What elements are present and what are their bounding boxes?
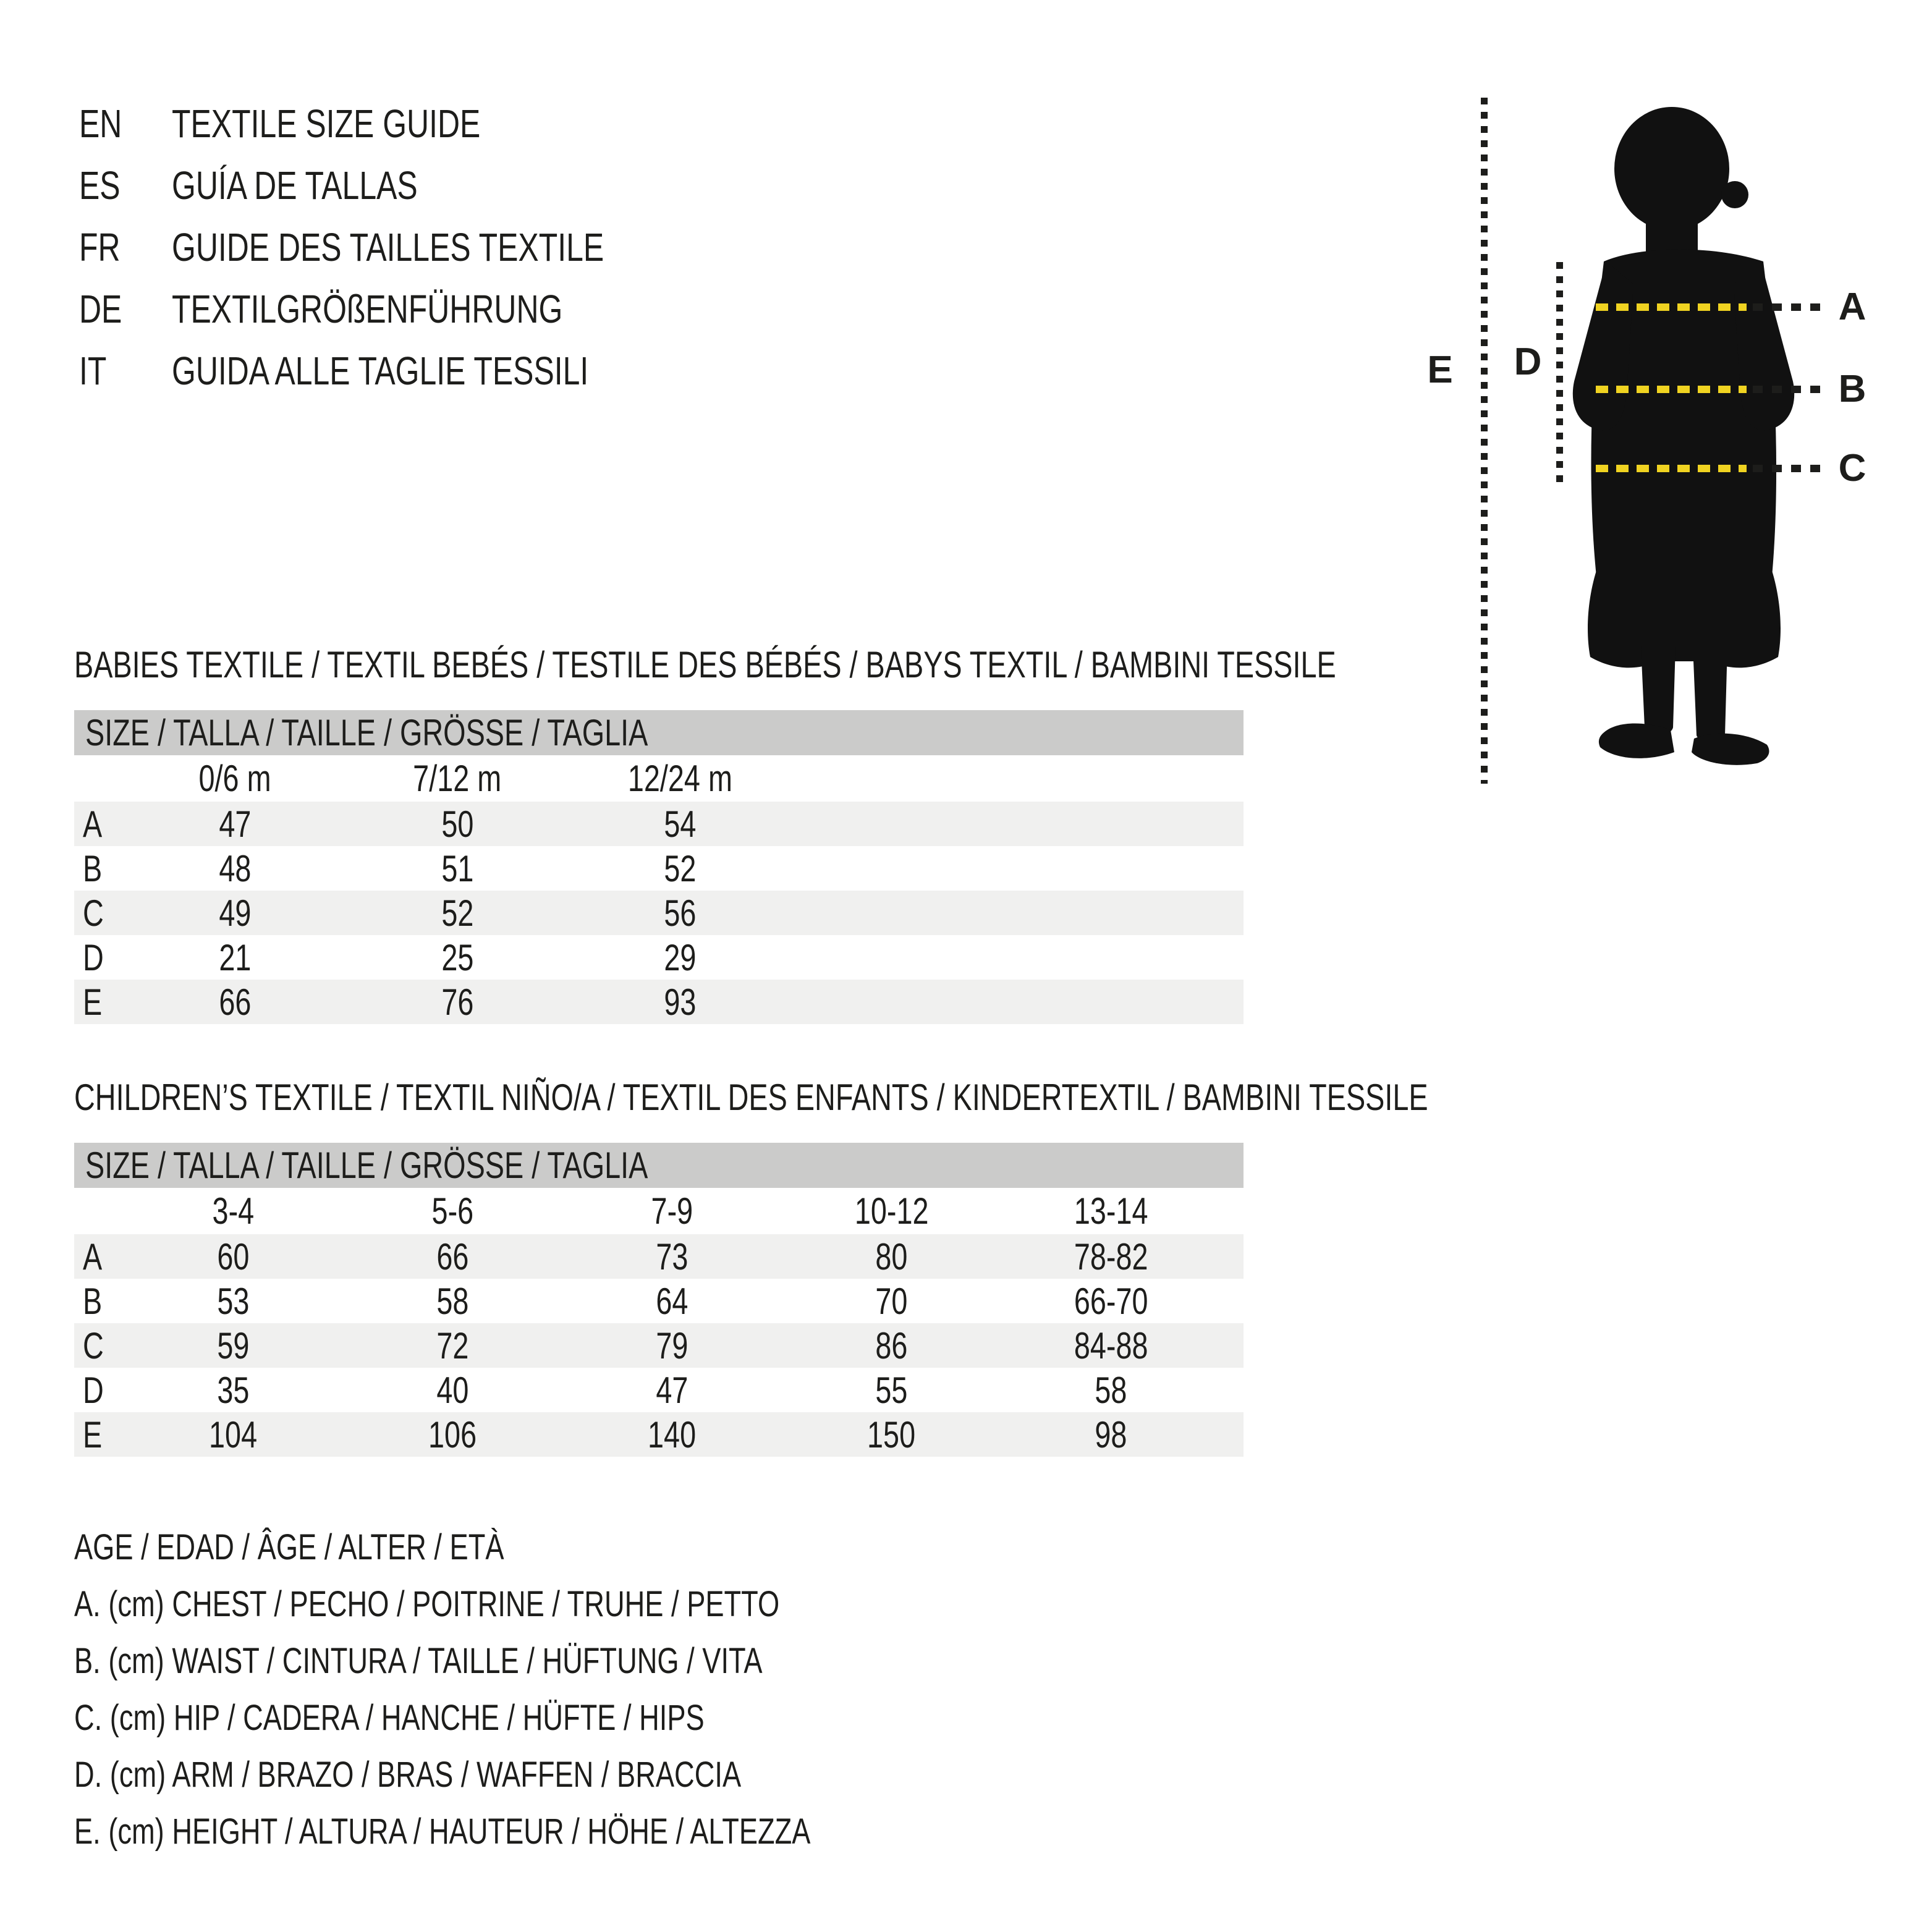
children-table-header-bar: SIZE / TALLA / TAILLE / GRÖSSE / TAGLIA: [74, 1143, 1244, 1188]
value-cell: 25: [441, 936, 474, 978]
value-cell: 47: [218, 803, 252, 845]
value-cell: 64: [656, 1280, 688, 1322]
row-label: D: [83, 1369, 104, 1411]
language-row: [79, 216, 726, 278]
language-row: [79, 278, 726, 340]
table-row: [74, 1279, 1244, 1323]
language-title: TEXTILGRÖßENFÜHRUNG: [172, 287, 563, 331]
language-title: GUÍA DE TALLAS: [172, 163, 418, 208]
value-cell: 66-70: [1074, 1280, 1148, 1322]
value-cell: 47: [656, 1369, 688, 1411]
value-cell: 93: [663, 981, 697, 1023]
leader-dash-black-C: [1753, 465, 1822, 472]
value-cell: 73: [656, 1235, 688, 1277]
leader-dash-black-A: [1753, 303, 1822, 311]
legend-line: A. (cm) CHEST / PECHO / POITRINE / TRUHE / PETTO: [74, 1584, 780, 1624]
value-cell: 51: [441, 847, 474, 889]
children-size-table: [74, 1079, 1810, 1457]
legend-line: AGE / EDAD / ÂGE / ALTER / ETÀ: [74, 1527, 504, 1567]
babies-body-column-headers: [74, 755, 1244, 802]
row-label: B: [83, 1280, 103, 1322]
language-code: FR: [79, 225, 121, 269]
value-cell: 70: [875, 1280, 908, 1322]
value-cell: 78-82: [1074, 1235, 1148, 1277]
language-title: GUIDA ALLE TAGLIE TESSILI: [172, 349, 589, 393]
legend-line: C. (cm) HIP / CADERA / HANCHE / HÜFTE / HIPS: [74, 1698, 705, 1738]
row-label: B: [83, 847, 103, 889]
figure-label-A: A: [1838, 286, 1866, 328]
language-row: [79, 93, 726, 155]
column-header: 12/24 m: [627, 758, 732, 799]
table-row: [74, 980, 1244, 1024]
babies-table-header-bar: SIZE / TALLA / TAILLE / GRÖSSE / TAGLIA: [74, 710, 1244, 755]
language-row: [79, 340, 726, 402]
language-code: EN: [79, 101, 122, 146]
language-title: TEXTILE SIZE GUIDE: [172, 101, 481, 146]
language-code: DE: [79, 287, 122, 331]
chest-waist-hip-dash-yellow-A: [1596, 303, 1747, 311]
row-label: C: [83, 892, 104, 934]
column-header: 10-12: [854, 1190, 929, 1232]
legend-line: D. (cm) ARM / BRAZO / BRAS / WAFFEN / BRACCIA: [74, 1755, 742, 1795]
language-code: ES: [79, 163, 121, 208]
table-row: [74, 846, 1244, 891]
language-title-list: [79, 93, 726, 402]
value-cell: 106: [428, 1413, 477, 1455]
value-cell: 72: [436, 1324, 469, 1366]
language-title: GUIDE DES TAILLES TEXTILE: [172, 225, 604, 269]
value-cell: 76: [441, 981, 474, 1023]
leader-dash-black-B: [1753, 386, 1822, 393]
value-cell: 49: [218, 892, 252, 934]
legend-line: E. (cm) HEIGHT / ALTURA / HAUTEUR / HÖHE / ALTEZZA: [74, 1811, 811, 1852]
value-cell: 29: [663, 936, 697, 978]
value-cell: 104: [209, 1413, 258, 1455]
value-cell: 40: [436, 1369, 469, 1411]
column-header: 3-4: [212, 1190, 255, 1232]
table-row: [74, 935, 1244, 980]
value-cell: 54: [663, 803, 697, 845]
value-cell: 66: [218, 981, 252, 1023]
legend-line: B. (cm) WAIST / CINTURA / TAILLE / HÜFTUNG / VITA: [74, 1641, 763, 1681]
row-label: E: [83, 981, 103, 1023]
value-cell: 52: [441, 892, 474, 934]
figure-label-D: D: [1514, 341, 1542, 383]
children-table-title: CHILDREN’S TEXTILE / TEXTIL NIÑO/A / TEXTIL DES ENFANTS / KINDERTEXTIL / BAMBINI TESSILE: [74, 1077, 1428, 1118]
row-label: A: [83, 1235, 103, 1277]
arm-measure-dotted-line-D: [1556, 262, 1563, 485]
value-cell: 50: [441, 803, 474, 845]
figure-label-C: C: [1838, 447, 1866, 489]
column-header: 5-6: [431, 1190, 474, 1232]
chest-waist-hip-dash-yellow-C: [1596, 465, 1747, 472]
babies-size-table: [74, 646, 1692, 1024]
table-row: [74, 1368, 1244, 1412]
value-cell: 66: [436, 1235, 469, 1277]
value-cell: 60: [217, 1235, 250, 1277]
row-label: A: [83, 803, 103, 845]
table-row: [74, 891, 1244, 935]
value-cell: 35: [217, 1369, 250, 1411]
value-cell: 56: [663, 892, 697, 934]
table-row: [74, 1323, 1244, 1368]
row-label: C: [83, 1324, 104, 1366]
value-cell: 59: [217, 1324, 250, 1366]
value-cell: 79: [656, 1324, 688, 1366]
column-header: 7-9: [651, 1190, 693, 1232]
measurement-legend: [74, 1519, 1019, 1860]
value-cell: 52: [663, 847, 697, 889]
children-body-column-headers: [74, 1188, 1244, 1234]
row-label: E: [83, 1413, 103, 1455]
row-label: D: [83, 936, 104, 978]
table-row: [74, 1412, 1244, 1457]
table-row: [74, 802, 1244, 846]
language-code: IT: [79, 349, 107, 393]
chest-waist-hip-dash-yellow-B: [1596, 386, 1747, 393]
value-cell: 58: [1095, 1369, 1127, 1411]
value-cell: 80: [875, 1235, 908, 1277]
value-cell: 150: [867, 1413, 916, 1455]
value-cell: 86: [875, 1324, 908, 1366]
value-cell: 53: [217, 1280, 250, 1322]
value-cell: 58: [436, 1280, 469, 1322]
value-cell: 55: [875, 1369, 908, 1411]
babies-table-title: BABIES TEXTILE / TEXTIL BEBÉS / TESTILE DES BÉBÉS / BABYS TEXTIL / BAMBINI TESSILE: [74, 644, 1336, 685]
value-cell: 21: [218, 936, 252, 978]
value-cell: 140: [648, 1413, 697, 1455]
figure-label-E: E: [1427, 349, 1453, 391]
column-header: 7/12 m: [413, 758, 502, 799]
column-header: 0/6 m: [198, 758, 271, 799]
value-cell: 84-88: [1074, 1324, 1148, 1366]
language-row: [79, 155, 726, 216]
column-header: 13-14: [1074, 1190, 1148, 1232]
figure-label-B: B: [1838, 368, 1866, 410]
table-row: [74, 1234, 1244, 1279]
value-cell: 48: [218, 847, 252, 889]
value-cell: 98: [1095, 1413, 1127, 1455]
